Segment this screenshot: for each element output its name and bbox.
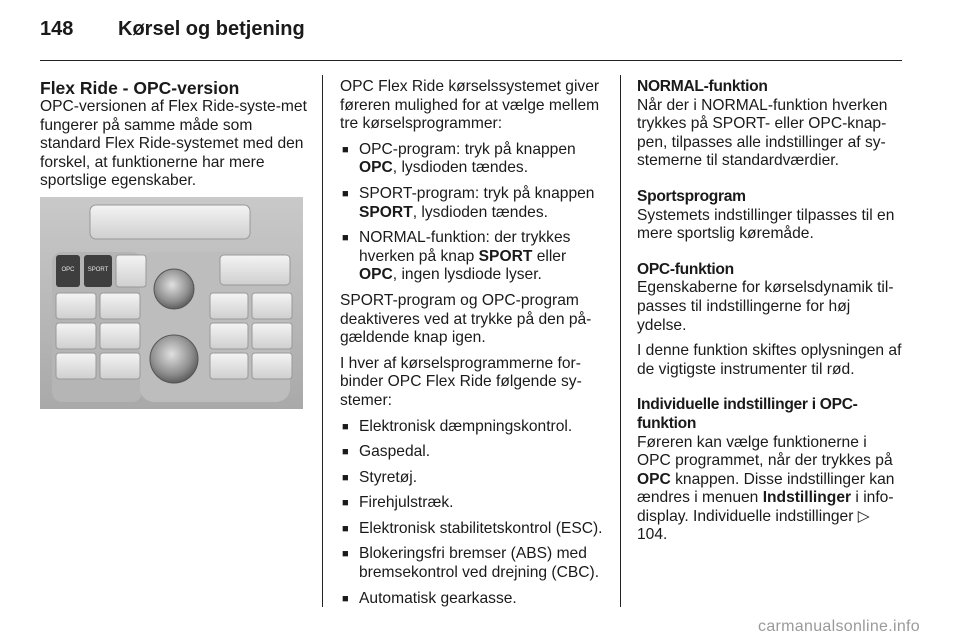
list-item: ■ OPC-program: tryk på knappen OPC, lysdioden tændes. [340,141,606,178]
paragraph: Egenskaberne for kørselsdynamik til-passes til indstillingerne for høj ydelse. [637,279,894,334]
paragraph: Føreren kan vælge funktionerne i OPC programmet, når der trykkes på OPC knappen. Disse indstillinger kan ændres i menuen Indstillinger i info-display. Individuelle indstillinger ▷ 104. [637,433,895,544]
sport-button-label: SPORT [87,267,109,273]
list-item: ■ Firehjulstræk. [340,494,606,513]
list-item: ■ Gaspedal. [340,443,606,462]
list-item: ■ NORMAL-funktion: der trykkes hverken på knap SPORT eller OPC, ingen lysdiode lyser. [340,229,606,285]
column-3 [637,78,903,545]
programs-intro: OPC Flex Ride kørselssystemet giver føreren mulighed for at vælge mellem tre kørselsprogrammer: [340,78,600,133]
section-title: Flex Ride - OPC-version [40,78,240,98]
list-item: ■ Elektronisk dæmpningskontrol. [340,418,606,437]
arrow-ref-icon: ▷ [857,507,870,525]
paragraph: Systemets indstillinger tilpasses til en mere sportslig køremåde. [637,206,895,243]
list-item: ■ Automatisk gearkasse. [340,590,606,609]
subheading: NORMAL-funktion [637,78,768,95]
subheading: Individuelle indstillinger i OPC-funktion [637,396,858,432]
page-header [40,18,305,41]
page-ref-link[interactable]: 104. [637,526,668,544]
opc-button-label: OPC [61,267,75,273]
column-1 [40,78,308,191]
column-2 [340,78,606,608]
list-item: ■ Elektronisk stabilitetskontrol (ESC). [340,520,606,539]
chapter-title: Kørsel og betjening [118,18,305,40]
header-rule [40,60,902,61]
program-list [340,141,606,285]
list-item: ■ SPORT-program: tryk på knappen SPORT, lysdioden tændes. [340,185,606,222]
systems-list [340,418,606,609]
watermark: carmanualsonline.info [758,618,920,635]
subheading: Sportsprogram [637,187,746,205]
page-number: 148 [40,18,74,40]
list-item: ■ Styretøj. [340,469,606,488]
list-item: ■ Blokeringsfri bremser (ABS) med bremsekontrol ved drejning (CBC). [340,545,606,582]
paragraph: I denne funktion skiftes oplysningen af de vigtigste instrumenter til rød. [637,342,902,378]
intro-paragraph: OPC-versionen af Flex Ride-syste-met fungerer på samme måde som standard Flex Ride-systemet med den forskel, at funktionerne har mere sportslige egenskaber. [40,98,307,190]
deactivate-paragraph: SPORT-program og OPC-program deaktiveres ved at trykke på den på-gældende knap igen. [340,291,592,347]
control-panel-photo [40,197,303,409]
column-divider [620,75,621,607]
column-divider [322,75,323,607]
subheading: OPC-funktion [637,260,734,278]
paragraph: Når der i NORMAL-funktion hverken trykkes på SPORT- eller OPC-knap-pen, tilpasses alle indstillinger af sy-stemerne til standardværdier. [637,96,888,170]
systems-intro: I hver af kørselsprogrammerne for-binder OPC Flex Ride følgende sy-stemer: [340,354,582,409]
